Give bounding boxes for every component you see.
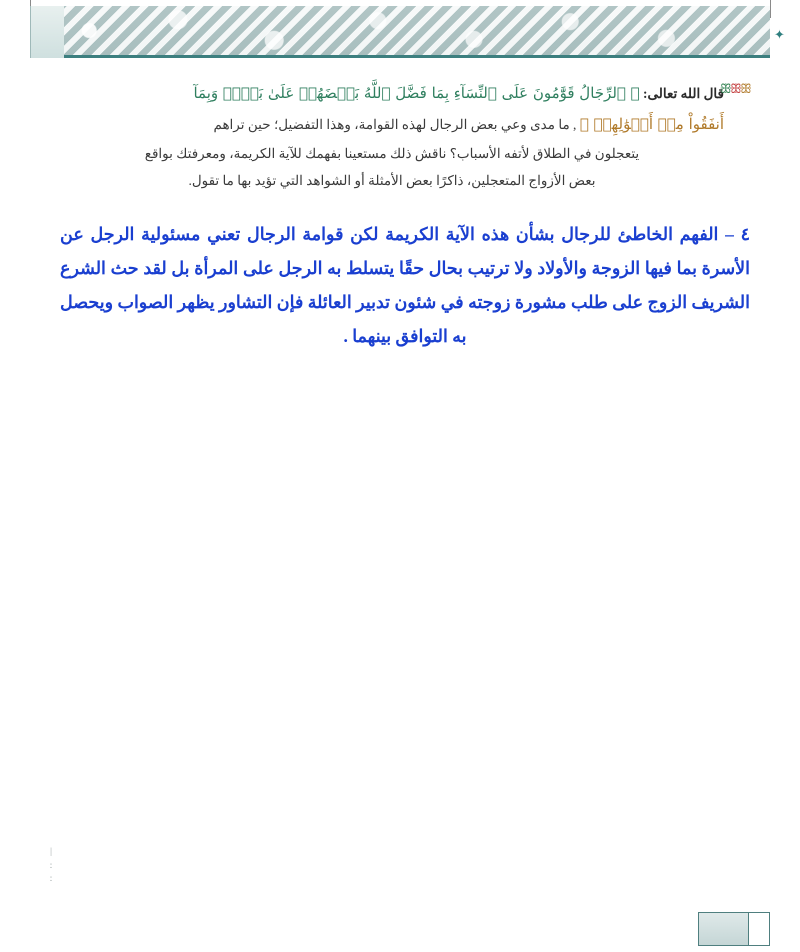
question-line-3 bbox=[60, 140, 724, 168]
banner-end-cap bbox=[30, 6, 64, 58]
footer-registration-marks: | : : bbox=[49, 846, 53, 883]
question-block bbox=[60, 78, 750, 195]
question-line-1 bbox=[60, 78, 724, 109]
question-lead-in: قال الله تعالى: bbox=[643, 86, 724, 101]
crop-mark-top-right bbox=[770, 0, 771, 18]
question-text-line-2: يتعجلون في الطلاق لأتفه الأسباب؟ ناقش ذلك مستعينا بفهمك للآية الكريمة، ومعرفتك بواقع bbox=[144, 145, 640, 161]
quran-verse-part-1: ﴿ ٱلرِّجَالُ قَوَّٰمُونَ عَلَى ٱلنِّسَآءِ بِمَا فَضَّلَ ٱللَّهُ بَعۡضَهُمۡ عَلَىٰ بَعۡضٖ وَبِمَآ bbox=[193, 84, 640, 102]
quran-verse-part-2: أَنفَقُواْ مِنۡ أَمۡوَٰلِهِمۡ ﴾ bbox=[579, 114, 724, 133]
question-line-2 bbox=[60, 109, 724, 140]
document-content bbox=[60, 78, 750, 353]
page-header-decoration bbox=[0, 0, 800, 70]
question-text-line-3: بعض الأزواج المتعجلين، ذاكرًا بعض الأمثلة أو الشواهد التي تؤيد بها ما تقول. bbox=[188, 173, 596, 189]
question-text-line-1: , ما مدى وعي بعض الرجال لهذه القوامة، وهذا التفضيل؛ حين تراهم bbox=[213, 116, 577, 132]
star-icon: ✦ bbox=[774, 27, 785, 42]
footer-decoration-block bbox=[698, 912, 770, 946]
question-line-4 bbox=[60, 167, 724, 195]
question-marker-icon: ꕥꕥꕥ bbox=[719, 81, 750, 96]
ornamental-banner bbox=[30, 6, 770, 58]
handwritten-answer: ٤ – الفهم الخاطئ للرجال بشأن هذه الآية الكريمة لكن قوامة الرجال تعني مسئولية الرجل عن الأسرة بما فيها الزوجة والأولاد ولا ترتيب بحال حقًا يتسلط به الرجل على المرأة بل لقد حث الشرع الشريف الزوج على طلب مشورة زوجته في شئون تدبير العائلة فإن التشاور يظهر الصواب ويحصل به التوافق بينهما . bbox=[60, 223, 750, 347]
